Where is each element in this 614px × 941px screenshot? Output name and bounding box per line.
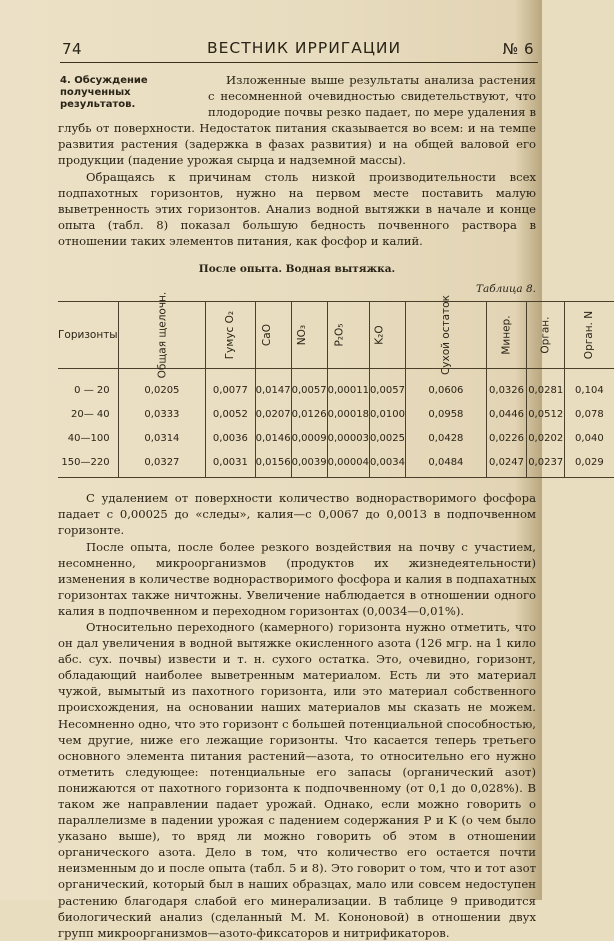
table-header-row <box>58 302 614 369</box>
table-row <box>58 427 614 451</box>
table-cell: 0,0326 <box>486 369 526 404</box>
data-table <box>58 291 614 478</box>
column-header: Общая щелочн. <box>118 302 206 369</box>
table-cell: 0,0077 <box>206 369 255 404</box>
table-cell: 0,00018 <box>327 403 369 427</box>
column-header: Минер. <box>486 302 526 369</box>
column-header: P₂O₅ <box>327 302 369 369</box>
table-cell: 0,00011 <box>327 369 369 404</box>
table-cell: 0,0025 <box>369 427 405 451</box>
column-header: Орган. N <box>565 302 614 369</box>
table-cell: 20— 40 <box>58 403 118 427</box>
table-row <box>58 369 614 404</box>
table-cell: 0,0446 <box>486 403 526 427</box>
column-header: CaO <box>255 302 291 369</box>
paragraph: Изложенные выше результаты анализа растения с несомненной очевидностью свидетельствуют, что плодородие почвы резко падает, по мере удаления в глубь от поверхности. Недостаток питания сказывается во всем: и на темпе развития растения (задержка в фазах развития) и на общей валовой его продукции (падение урожая сырца и надземной массы). <box>58 73 536 168</box>
table-row <box>58 451 614 478</box>
column-header: NO₃ <box>291 302 327 369</box>
table-cell: 0,104 <box>575 385 604 397</box>
table-cell: 0,0226 <box>486 427 526 451</box>
table-cell: 0,0031 <box>206 451 255 478</box>
column-header: K₂O <box>369 302 405 369</box>
table-cell: 0,0237 <box>527 451 565 478</box>
table-cell: 150—220 <box>58 451 118 478</box>
table-cell: 0,0052 <box>206 403 255 427</box>
table-cell: 0 — 20 <box>58 369 118 404</box>
table-cell: 0,0126 <box>291 403 327 427</box>
table-cell: 0,0958 <box>405 403 486 427</box>
table-cell: 0,0009 <box>291 427 327 451</box>
table-cell: 40—100 <box>58 427 118 451</box>
column-header: Орган. <box>527 302 565 369</box>
table-cell: 0,0039 <box>291 451 327 478</box>
article-body <box>58 72 604 941</box>
page-number: 74 <box>62 40 83 58</box>
table-cell: 0,0512 <box>527 403 565 427</box>
paragraph: После опыта, после более резкого воздействия на почву с участием, несомненно, микроорганизмов (продуктов их жизнедеятельности) изменения в количестве воднорастворимого фосфора и калия в подпахатных горизонтах также ничтожны. Увеличение наблюдается в отношении одного калия в подпочвенном и переходном горизонтах (0,0034—0,01%). <box>58 539 536 618</box>
section-heading: 4. Обсуждение полученных результатов. <box>60 75 148 110</box>
column-header: Гумус O₂ <box>206 302 255 369</box>
table-cell: 0,0202 <box>527 427 565 451</box>
table-caption: После опыта. Водная вытяжка. <box>198 263 396 276</box>
table-cell: 0,0057 <box>291 369 327 404</box>
table-cell: 0,0100 <box>369 403 405 427</box>
table-cell: 0,029 <box>565 451 614 478</box>
table-cell: 0,0247 <box>486 451 526 478</box>
table-cell: 0,0036 <box>206 427 255 451</box>
table-cell: 0,0034 <box>369 451 405 478</box>
table-cell: 0,0057 <box>369 369 405 404</box>
journal-title: ВЕСТНИК ИРРИГАЦИИ <box>207 39 402 57</box>
table-cell: 0,0146 <box>255 427 291 451</box>
table-row <box>58 403 614 427</box>
table-cell: 0,0484 <box>405 451 486 478</box>
paragraph: Обращаясь к причинам столь низкой производительности всех подпахотных горизонтов, нужно на первом месте поставить малую выветренность этих горизонтов. Анализ водной вытяжки в начале и конце опыта (табл. 8) показал большую бедность почвенного раствора в отношении таких элементов питания, как фосфор и калий. <box>58 169 536 248</box>
issue-number: № 6 <box>502 40 534 58</box>
header-rule <box>60 62 538 63</box>
table-cell: 0,0147 <box>255 369 291 404</box>
table-cell: 0,040 <box>575 433 604 445</box>
table-cell: 0,0205 <box>118 369 206 404</box>
paragraph: С удалением от поверхности количество воднорастворимого фосфора падает с 0,00025 до «следы», калия—с 0,0067 до 0,0013 в подпочвенном горизонте. <box>58 491 536 538</box>
table-cell: 0,0314 <box>118 427 206 451</box>
table-label: Таблица 8. <box>475 283 536 296</box>
column-header: Горизонты <box>58 302 118 369</box>
table-cell: 0,0606 <box>405 369 486 404</box>
table-cell: 0,0281 <box>527 369 565 404</box>
table-cell: 0,0333 <box>118 403 206 427</box>
table-cell: 0,078 <box>575 409 604 421</box>
table-cell: 0,0156 <box>255 451 291 478</box>
table-cell: 0,0327 <box>118 451 206 478</box>
table-cell: 0,0428 <box>405 427 486 451</box>
table-cell: 0,0207 <box>255 403 291 427</box>
running-header <box>62 38 540 60</box>
table-cell: 0,00003 <box>327 427 369 451</box>
paragraph: Относительно переходного (камерного) горизонта нужно отметить, что он дал увеличения в водной вытяжке окисленного азота (126 мгр. на 1 кило абс. сух. почвы) извести и т. н. сухого остатка. Это, очевидно, горизонт, обладающий наиболее выветренным материалом. Есть ли это материал чужой, вымытый из пахотного горизонта, или это материал собственного происхождения, на основании наших материалов мы сказать не можем. Несомненно одно, что это горизонт с большей потенциальной способностью, чем другие, ниже его лежащие горизонты. Что касается теперь третьего основного элемента питания растений—азота, то относительно его нужно отметить следующее: потенциальные его запасы (органический азот) понижаются от пахотного горизонта к подпочвенному (от 0,1 до 0,028%). В таком же направлении падает урожай. Однако, если можно говорить о параллелизме в падении урожая с падением содержания P и K (о чем было указано выше), то вряд ли можно говорить об этом в отношении органического азота. Дело в том, что количество его остается почти неизменным до и после опыта (табл. 5 и 8). Это говорит о том, что и тот азот органический, который был в наших образцах, мало или совсем недоступен растению благодаря слабой его минерализации. В таблице 9 приводится биологический анализ (сделанный М. М. Кононовой) в отношении двух групп микроорганизмов—азото-фиксаторов и нитрификаторов. <box>58 619 536 940</box>
table-cell: 0,00004 <box>327 451 369 478</box>
column-header: Сухой остаток <box>405 302 486 369</box>
